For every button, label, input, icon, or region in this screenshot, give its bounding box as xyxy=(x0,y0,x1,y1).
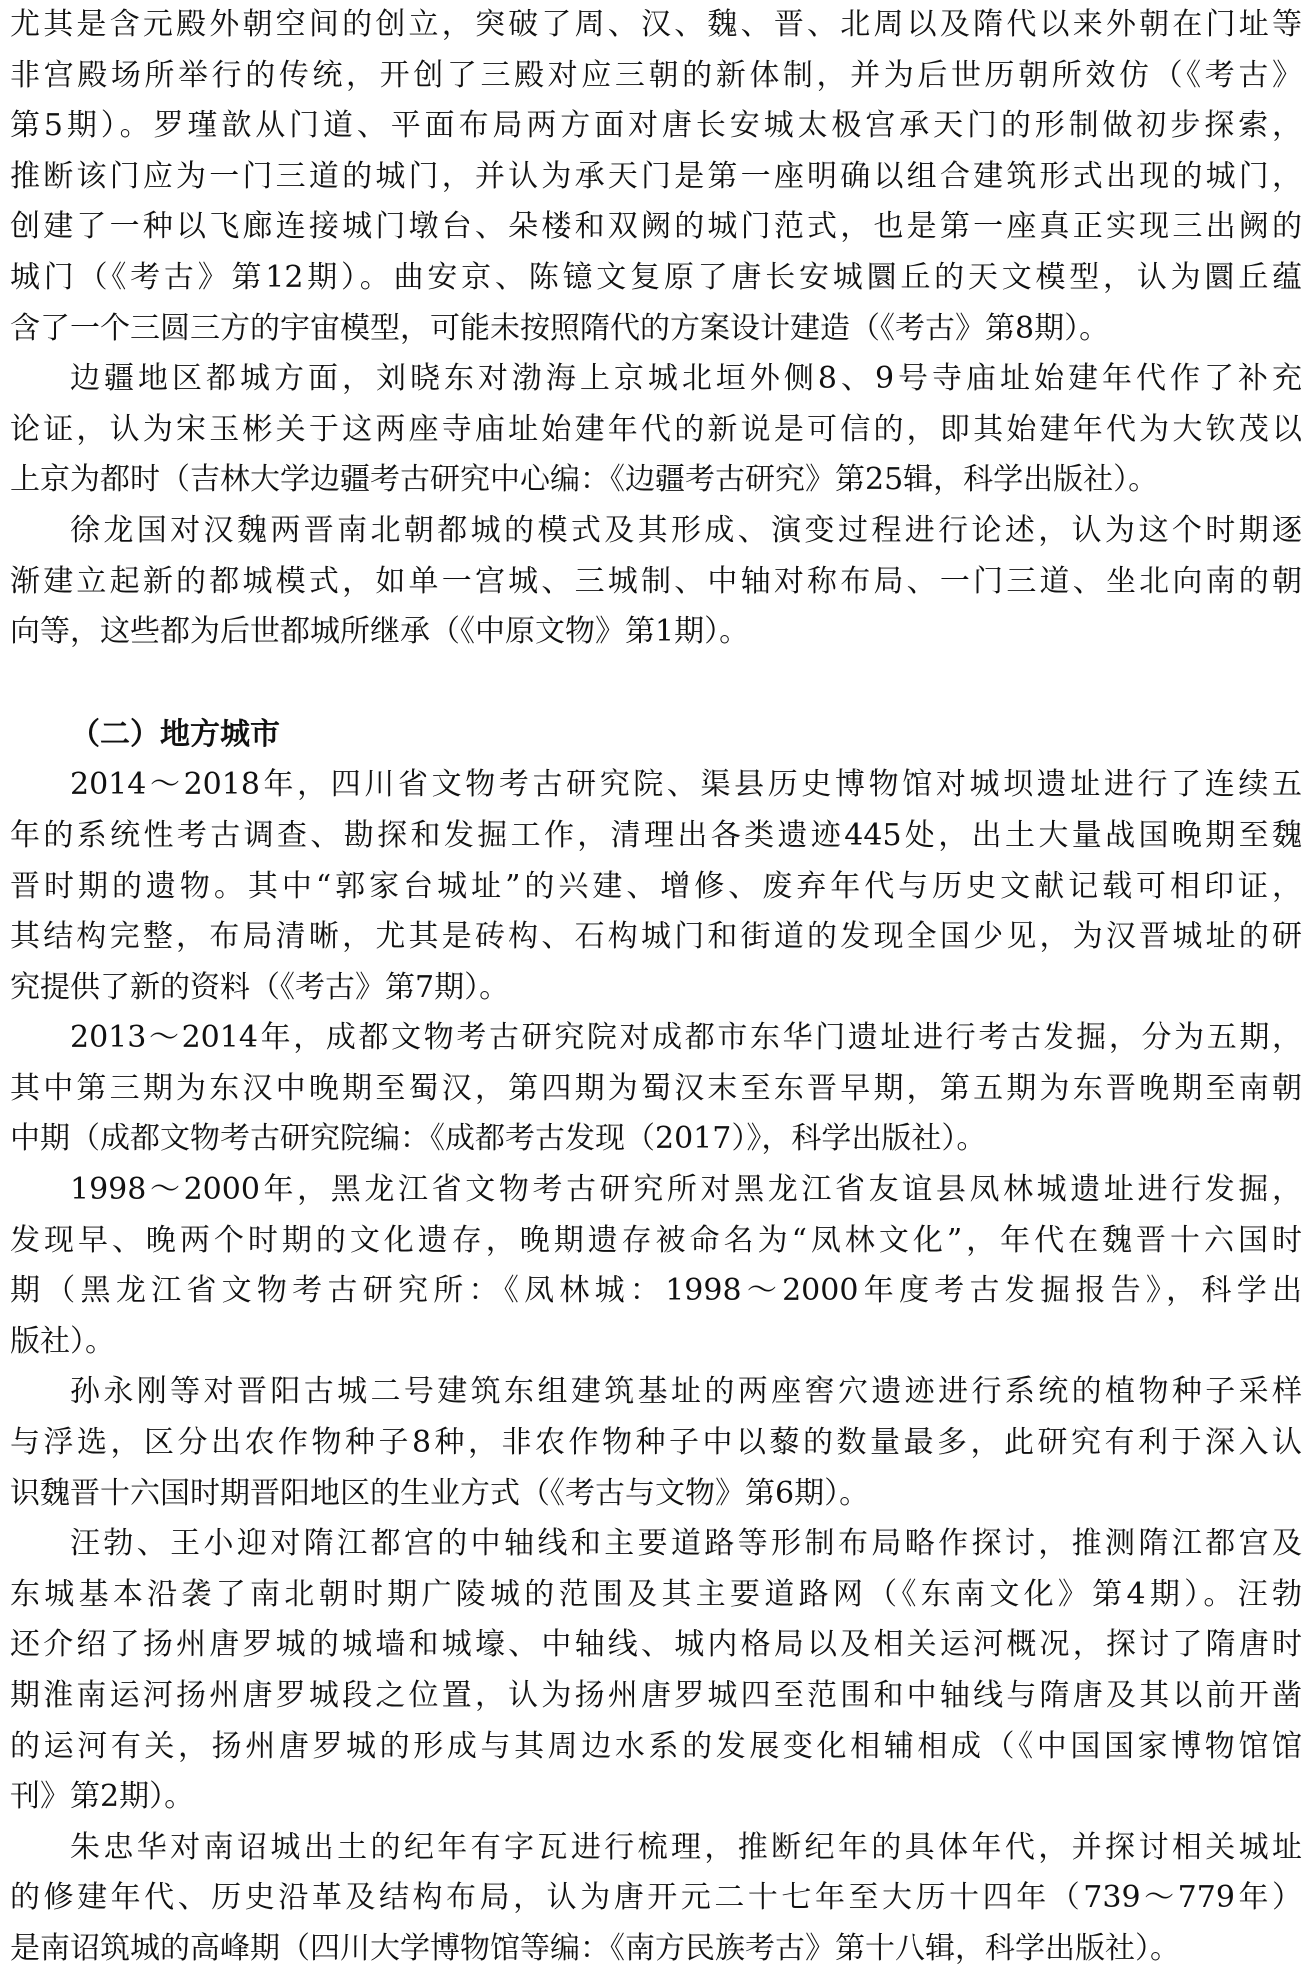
paragraph-nanzhao-tiles xyxy=(10,1823,1302,1975)
text-line: 创建了一种以飞廊连接城门墩台、朵楼和双阙的城门范式，也是第一座真正实现三出阙的 xyxy=(10,209,1302,245)
text-line: 2013～2014年，成都文物考古研究院对成都市东华门遗址进行考古发掘，分为五期， xyxy=(70,1020,1302,1056)
text-line: 发现早、晚两个时期的文化遗存，晚期遗存被命名为“凤林文化”，年代在魏晋十六国时 xyxy=(10,1222,1302,1258)
text-line: 识魏晋十六国时期晋阳地区的生业方式（《考古与文物》第6期）。 xyxy=(10,1475,870,1511)
text-line: 徐龙国对汉魏两晋南北朝都城的模式及其形成、演变过程进行论述，认为这个时期逐 xyxy=(70,512,1302,548)
text-line: 向等，这些都为后世都城所继承（《中原文物》第1期）。 xyxy=(10,614,750,650)
text-line: 论证，认为宋玉彬关于这两座寺庙址始建年代的新说是可信的，即其始建年代为大钦茂以 xyxy=(10,411,1302,447)
text-line: 朱忠华对南诏城出土的纪年有字瓦进行梳理，推断纪年的具体年代，并探讨相关城址 xyxy=(70,1829,1302,1865)
text-line: 中期（成都文物考古研究院编：《成都考古发现（2017）》，科学出版社）。 xyxy=(10,1121,987,1157)
document-page xyxy=(10,0,1302,1975)
text-line: 年的系统性考古调查、勘探和发掘工作，清理出各类遗迹445处，出土大量战国晚期至魏 xyxy=(10,817,1302,853)
paragraph-frontier-capitals xyxy=(10,354,1302,506)
text-line: 的修建年代、历史沿革及结构布局，认为唐开元二十七年至大历十四年（739～779年） xyxy=(10,1880,1302,1916)
text-line: 1998～2000年，黑龙江省文物考古研究所对黑龙江省友谊县凤林城遗址进行发掘， xyxy=(70,1172,1302,1208)
paragraph-jinyang-seeds xyxy=(10,1367,1302,1519)
paragraph-hanyuan-palace xyxy=(10,0,1302,354)
text-line: 期淮南运河扬州唐罗城段之位置，认为扬州唐罗城四至范围和中轴线与隋唐及其以前开凿 xyxy=(10,1678,1302,1713)
text-line: 其中第三期为东汉中晚期至蜀汉，第四期为蜀汉末至东晋早期，第五期为东晋晚期至南朝 xyxy=(10,1070,1302,1106)
paragraph-fenglin-site xyxy=(10,1165,1302,1367)
text-line: 尤其是含元殿外朝空间的创立，突破了周、汉、魏、晋、北周以及隋代以来外朝在门址等 xyxy=(10,7,1302,42)
text-line: 版社）。 xyxy=(10,1323,115,1359)
text-line: 晋时期的遗物。其中“郭家台城址”的兴建、增修、废弃年代与历史文献记载可相印证， xyxy=(10,868,1302,904)
text-line: 第5期）。罗瑾歆从门道、平面布局两方面对唐长安城太极宫承天门的形制做初步探索， xyxy=(10,108,1302,144)
section-heading: （二）地方城市 xyxy=(70,716,280,752)
paragraph-jiangdu-palace xyxy=(10,1519,1302,1823)
text-line: 刊》第2期）。 xyxy=(10,1779,195,1815)
text-line: 边疆地区都城方面，刘晓东对渤海上京城北垣外侧8、9号寺庙址始建年代作了补充 xyxy=(70,361,1302,397)
text-line: 究提供了新的资料（《考古》第7期）。 xyxy=(10,969,510,1005)
text-line: 2014～2018年，四川省文物考古研究院、渠县历史博物馆对城坝遗址进行了连续五 xyxy=(70,767,1302,803)
text-line: 汪勃、王小迎对隋江都宫的中轴线和主要道路等形制布局略作探讨，推测隋江都宫及 xyxy=(70,1526,1302,1562)
section-gap xyxy=(10,658,1302,710)
text-line: 渐建立起新的都城模式，如单一宫城、三城制、中轴对称布局、一门三道、坐北向南的朝 xyxy=(10,563,1302,599)
text-line: 含了一个三圆三方的宇宙模型，可能未按照隋代的方案设计建造（《考古》第8期）。 xyxy=(10,310,1110,346)
text-line: 非宫殿场所举行的传统，开创了三殿对应三朝的新体制，并为后世历朝所效仿（《考古》 xyxy=(10,57,1302,93)
text-line: 其结构完整，布局清晰，尤其是砖构、石构城门和街道的发现全国少见，为汉晋城址的研 xyxy=(10,919,1302,955)
text-line: 孙永刚等对晋阳古城二号建筑东组建筑基址的两座窖穴遗迹进行系统的植物种子采样 xyxy=(70,1374,1302,1410)
text-line: 期（黑龙江省文物考古研究所：《凤林城：1998～2000年度考古发掘报告》，科学出 xyxy=(10,1273,1302,1309)
paragraph-capital-model xyxy=(10,506,1302,658)
text-line: 与浮选，区分出农作物种子8种，非农作物种子中以藜的数量最多，此研究有利于深入认 xyxy=(10,1425,1302,1461)
paragraph-donghuamen-site xyxy=(10,1013,1302,1165)
text-line: 城门（《考古》第12期）。曲安京、陈镱文复原了唐长安城圜丘的天文模型，认为圜丘蕴 xyxy=(10,259,1302,295)
text-line: 还介绍了扬州唐罗城的城墙和城壕、中轴线、城内格局以及相关运河概况，探讨了隋唐时 xyxy=(10,1627,1302,1663)
text-line: 是南诏筑城的高峰期（四川大学博物馆等编：《南方民族考古》第十八辑，科学出版社）。 xyxy=(10,1930,1180,1966)
text-line: 推断该门应为一门三道的城门，并认为承天门是第一座明确以组合建筑形式出现的城门， xyxy=(10,158,1302,194)
text-line: 的运河有关，扬州唐罗城的形成与其周边水系的发展变化相辅相成（《中国国家博物馆馆 xyxy=(10,1728,1302,1764)
text-line: 东城基本沿袭了南北朝时期广陵城的范围及其主要道路网（《东南文化》第4期）。汪勃 xyxy=(10,1576,1302,1612)
text-line: 上京为都时（吉林大学边疆考古研究中心编：《边疆考古研究》第25辑，科学出版社）。 xyxy=(10,462,1159,498)
paragraph-chengba-site xyxy=(10,760,1302,1013)
